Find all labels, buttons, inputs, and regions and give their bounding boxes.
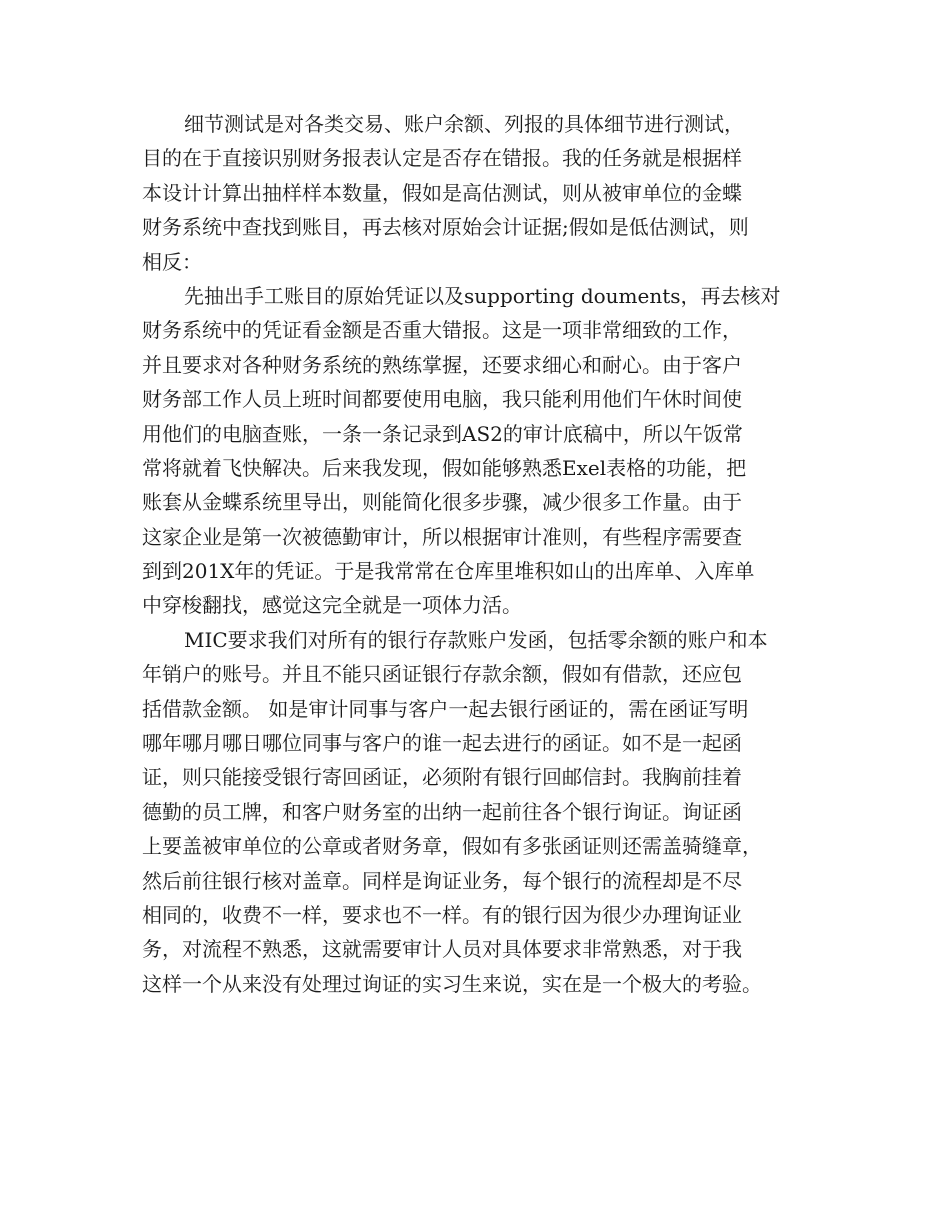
- text-line: 年销户的账号。并且不能只函证银行存款余额，假如有借款，还应包: [142, 662, 742, 687]
- text-line: 证，则只能接受银行寄回函证，必须附有银行回邮信封。我胸前挂着: [142, 765, 742, 790]
- text-line: 用他们的电脑查账，一条一条记录到AS2的审计底稿中，所以午饭常: [142, 421, 743, 446]
- text-line: 常将就着飞快解决。后来我发现，假如能够熟悉Exel表格的功能，把: [142, 455, 747, 480]
- paragraph-2: [142, 279, 822, 623]
- text-line: 相反：: [142, 249, 202, 274]
- text-line: 财务系统中查找到账目，再去核对原始会计证据;假如是低估测试，则: [142, 215, 749, 240]
- text-line: 德勤的员工牌，和客户财务室的出纳一起前往各个银行询证。询证函: [142, 799, 742, 824]
- text-line: 务，对流程不熟悉，这就需要审计人员对具体要求非常熟悉，对于我: [142, 937, 742, 962]
- text-line: 账套从金蝶系统里导出，则能简化很多步骤，减少很多工作量。由于: [142, 490, 742, 515]
- text-line: 财务系统中的凭证看金额是否重大错报。这是一项非常细致的工作，: [142, 318, 742, 343]
- text-line: 这家企业是第一次被德勤审计，所以根据审计准则，有些程序需要查: [142, 524, 742, 549]
- text-line: MIC要求我们对所有的银行存款账户发函，包括零余额的账户和本: [184, 627, 768, 652]
- text-line: 细节测试是对各类交易、账户余额、列报的具体细节进行测试，: [184, 112, 744, 136]
- paragraph-1: [142, 107, 822, 279]
- paragraph-3: [142, 623, 822, 1001]
- text-line: 括借款金额。 如是审计同事与客户一起去银行函证的，需在函证写明: [142, 696, 749, 721]
- text-line: 相同的，收费不一样，要求也不一样。有的银行因为很少办理询证业: [142, 902, 742, 927]
- text-line: 本设计计算出抽样样本数量，假如是高估测试，则从被审单位的金蝶: [142, 180, 742, 205]
- document-body: [142, 107, 822, 1001]
- text-line: 这样一个从来没有处理过询证的实习生来说，实在是一个极大的考验。: [142, 971, 762, 996]
- text-line: 财务部工作人员上班时间都要使用电脑，我只能利用他们午休时间使: [142, 387, 742, 412]
- text-line: 到到201X年的凭证。于是我常常在仓库里堆积如山的出库单、入库单: [142, 559, 755, 584]
- text-line: 哪年哪月哪日哪位同事与客户的谁一起去进行的函证。如不是一起函: [142, 731, 742, 756]
- text-line: 先抽出手工账目的原始凭证以及supporting douments，再去核对: [184, 283, 781, 308]
- text-line: 中穿梭翻找，感觉这完全就是一项体力活。: [142, 593, 522, 618]
- text-line: 然后前往银行核对盖章。同样是询证业务，每个银行的流程却是不尽: [142, 868, 742, 893]
- text-line: 上要盖被审单位的公章或者财务章，假如有多张函证则还需盖骑缝章，: [142, 834, 762, 859]
- text-line: 并且要求对各种财务系统的熟练掌握，还要求细心和耐心。由于客户: [142, 352, 742, 377]
- text-line: 目的在于直接识别财务报表认定是否存在错报。我的任务就是根据样: [142, 146, 742, 171]
